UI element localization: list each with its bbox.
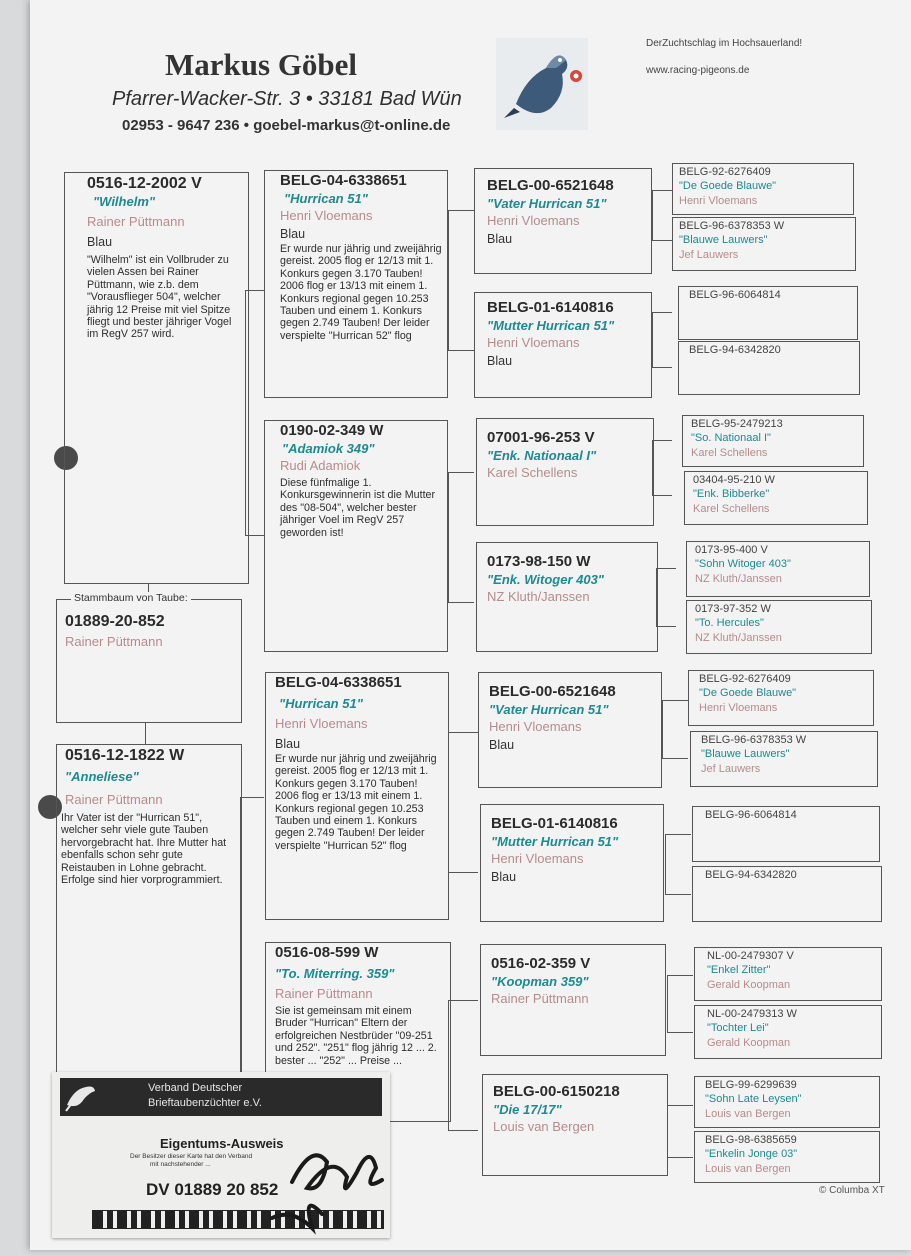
father-color: Blau xyxy=(87,235,113,249)
gggp-breeder: Jef Lauwers xyxy=(701,763,761,775)
subject-breeder: Rainer Püttmann xyxy=(65,634,163,649)
ggp-name: "Die 17/17" xyxy=(493,1102,562,1117)
gggp-ring: 0173-97-352 W xyxy=(695,603,771,615)
grandmother-paternal-card xyxy=(264,420,448,652)
grandparent-ring: BELG-04-6338651 xyxy=(275,674,402,691)
copyright-note: © Columba XT xyxy=(819,1185,885,1196)
gggp-ring: BELG-98-6385659 xyxy=(705,1134,797,1146)
grandparent-description: Sie ist gemeinsam mit einem Bruder "Hurrican" Eltern der erfolgreichen Nestbrüder "09-251 und 252". "251" flog jährig 12 ... 2. bester ... "252" ... Preise ... xyxy=(275,1005,437,1067)
ggp-color: Blau xyxy=(487,232,513,246)
gggp-ring: NL-00-2479307 V xyxy=(707,950,794,962)
gggp-name: "Enk. Bibberke" xyxy=(693,488,770,500)
card-org-line2: Brieftaubenzüchter e.V. xyxy=(148,1097,262,1109)
ggp-breeder: Louis van Bergen xyxy=(493,1119,595,1134)
card-fineprint-1: Der Besitzer dieser Karte hat den Verband xyxy=(130,1153,253,1160)
ggp-name: "Vater Hurrican 51" xyxy=(487,196,607,211)
gggp-ring: BELG-92-6276409 xyxy=(699,673,791,685)
gggp-breeder: Karel Schellens xyxy=(693,503,770,515)
gggp-ring: BELG-96-6378353 W xyxy=(679,220,785,232)
gg-grandparent-card xyxy=(678,286,858,340)
breeder-address: Pfarrer-Wacker-Str. 3 • 33181 Bad Wün xyxy=(112,88,462,110)
gggp-name: "So. Nationaal I" xyxy=(691,432,771,444)
father-card xyxy=(64,172,249,584)
gg-grandparent-card xyxy=(682,415,864,467)
great-grandparent-card xyxy=(480,944,666,1056)
great-grandparent-card xyxy=(476,418,654,526)
great-grandparent-card xyxy=(476,542,658,652)
gggp-breeder: Henri Vloemans xyxy=(679,195,758,207)
breeder-name: Markus Göbel xyxy=(165,47,358,82)
ggp-ring: BELG-00-6150218 xyxy=(493,1083,620,1100)
ggp-breeder: Karel Schellens xyxy=(487,465,578,480)
grandparent-description: Diese fünfmalige 1. Konkursgewinnerin ist die Mutter des "08-504", welcher bester jähriger Voel im RegV 257 geworden ist! xyxy=(280,477,436,539)
pedigree-sheet xyxy=(30,0,911,1250)
subject-ring: 01889-20-852 xyxy=(65,613,165,630)
gggp-ring: BELG-96-6064814 xyxy=(689,289,781,301)
grandparent-ring: 0190-02-349 W xyxy=(280,422,384,439)
ggp-ring: 0173-98-150 W xyxy=(487,553,591,570)
gggp-name: "De Goede Blauwe" xyxy=(679,180,777,192)
ggp-ring: BELG-01-6140816 xyxy=(491,815,618,832)
gggp-breeder: Karel Schellens xyxy=(691,447,768,459)
ggp-color: Blau xyxy=(487,354,513,368)
ggp-name: "Mutter Hurrican 51" xyxy=(487,318,615,333)
gggp-breeder: NZ Kluth/Janssen xyxy=(695,573,782,585)
ggp-name: "Koopman 359" xyxy=(491,974,589,989)
gggp-name: "Sohn Witoger 403" xyxy=(695,558,791,570)
ggp-color: Blau xyxy=(489,738,515,752)
ggp-ring: BELG-00-6521648 xyxy=(487,177,614,194)
grandparent-name: "Hurrican 51" xyxy=(279,696,363,711)
grandparent-name: "To. Miterring. 359" xyxy=(275,966,395,981)
card-org-line1: Verband Deutscher xyxy=(148,1082,243,1094)
gggp-name: "Enkelin Jonge 03" xyxy=(705,1148,798,1160)
gggp-breeder: Gerald Koopman xyxy=(707,979,791,991)
gggp-breeder: NZ Kluth/Janssen xyxy=(695,632,782,644)
ggp-breeder: Henri Vloemans xyxy=(489,719,582,734)
father-breeder: Rainer Püttmann xyxy=(87,214,185,229)
mother-name: "Anneliese" xyxy=(65,769,139,784)
ggp-ring: 07001-96-253 V xyxy=(487,429,595,446)
ggp-breeder: Henri Vloemans xyxy=(487,213,580,228)
gg-grandparent-card xyxy=(694,1076,880,1128)
grandparent-breeder: Henri Vloemans xyxy=(280,208,373,223)
ggp-color: Blau xyxy=(491,870,517,884)
grandparent-description: Er wurde nur jährig und zweijährig gereist. 2005 flog er 12/13 mit 1. Konkurs gegen 3.170 Tauben! 2006 flog er 13/13 mit einem 1. Konkurs regional gegen 10.253 Tauben und einem 1. Konkurs gegen 2.749 Tauben! Der leider verspielte "Hurrican 52" flog xyxy=(275,753,437,852)
grandfather-paternal-card xyxy=(264,170,448,398)
grandparent-ring: BELG-04-6338651 xyxy=(280,172,407,189)
gggp-breeder: Henri Vloemans xyxy=(699,702,778,714)
ggp-name: "Vater Hurrican 51" xyxy=(489,702,609,717)
gggp-name: "Blauwe Lauwers" xyxy=(679,234,768,246)
gggp-ring: BELG-95-2479213 xyxy=(691,418,783,430)
grandparent-color: Blau xyxy=(280,227,306,241)
subject-label: Stammbaum von Taube: xyxy=(71,592,191,604)
gg-grandparent-card xyxy=(694,1005,882,1059)
gggp-ring: BELG-94-6342820 xyxy=(689,344,781,356)
mother-breeder: Rainer Püttmann xyxy=(65,792,163,807)
grandparent-breeder: Rainer Püttmann xyxy=(275,986,373,1001)
gg-grandparent-card xyxy=(686,541,870,597)
breeder-slogan: DerZuchtschlag im Hochsauerland! xyxy=(646,38,803,49)
gggp-breeder: Gerald Koopman xyxy=(707,1037,791,1049)
gg-grandparent-card xyxy=(678,341,860,395)
gg-grandparent-card xyxy=(690,731,878,787)
signature-scribble xyxy=(252,1122,402,1238)
mother-description: Ihr Vater ist der "Hurrican 51", welcher sehr viele gute Tauben hervorgebracht hat. Ihre Mutter hat ebenfalls schon sehr gute Reistauben in Lohne gebracht. Erfolge sind hier vorprogrammiert. xyxy=(61,812,227,887)
gggp-ring: 0173-95-400 V xyxy=(695,544,768,556)
gggp-name: "Blauwe Lauwers" xyxy=(701,748,790,760)
gggp-name: "Enkel Zitter" xyxy=(707,964,771,976)
gggp-ring: BELG-96-6378353 W xyxy=(701,734,807,746)
pigeon-icon xyxy=(64,1081,98,1113)
gg-grandparent-card xyxy=(694,1131,880,1183)
gggp-ring: BELG-94-6342820 xyxy=(705,869,797,881)
great-grandparent-card xyxy=(474,292,652,398)
gggp-breeder: Louis van Bergen xyxy=(705,1163,791,1175)
mother-card xyxy=(56,744,242,1084)
card-dv-number: DV 01889 20 852 xyxy=(146,1180,279,1199)
ggp-name: "Enk. Witoger 403" xyxy=(487,572,604,587)
father-name: "Wilhelm" xyxy=(93,194,156,209)
gg-grandparent-card xyxy=(684,471,868,525)
card-title: Eigentums-Ausweis xyxy=(160,1136,284,1151)
gg-grandparent-card xyxy=(694,947,882,1001)
gggp-name: "Sohn Late Leysen" xyxy=(705,1093,802,1105)
ggp-breeder: NZ Kluth/Janssen xyxy=(487,589,590,604)
great-grandparent-card xyxy=(474,168,652,274)
grandparent-ring: 0516-08-599 W xyxy=(275,944,379,961)
grandparent-color: Blau xyxy=(275,737,301,751)
gggp-ring: BELG-99-6299639 xyxy=(705,1079,797,1091)
gggp-ring: BELG-92-6276409 xyxy=(679,166,771,178)
ownership-card xyxy=(52,1072,390,1238)
father-description: "Wilhelm" ist ein Vollbruder zu vielen Assen bei Rainer Püttmann, wie z.b. dem "Vorausflieger 504", welcher jährig 12 Preise mit viel Spitze fliegt und bester jähriger Vogel im RegV 257 wird. xyxy=(87,254,232,341)
gggp-ring: NL-00-2479313 W xyxy=(707,1008,797,1020)
ggp-breeder: Rainer Püttmann xyxy=(491,991,589,1006)
gg-grandparent-card xyxy=(672,163,854,215)
pigeon-icon xyxy=(496,38,588,130)
ggp-name: "Mutter Hurrican 51" xyxy=(491,834,619,849)
grandparent-description: Er wurde nur jährig und zweijährig gereist. 2005 flog er 12/13 mit 1. Konkurs gegen 3.170 Tauben! 2006 flog er 13/13 mit einem 1. Konkurs regional gegen 10.253 Tauben und einem 1. Konkurs gegen 2.749 Tauben! Der leider verspielte "Hurrican 52" flog xyxy=(280,243,442,342)
grandparent-name: "Adamiok 349" xyxy=(282,441,375,456)
breeder-contact: 02953 - 9647 236 • goebel-markus@t-online.de xyxy=(122,117,451,134)
gg-grandparent-card xyxy=(692,806,880,862)
gg-grandparent-card xyxy=(672,217,856,271)
gggp-breeder: Jef Lauwers xyxy=(679,249,739,261)
gg-grandparent-card xyxy=(688,670,874,726)
father-ring: 0516-12-2002 V xyxy=(87,175,202,192)
grandparent-breeder: Rudi Adamiok xyxy=(280,458,361,473)
breeder-website-link[interactable]: www.racing-pigeons.de xyxy=(646,65,750,76)
gggp-breeder: Louis van Bergen xyxy=(705,1108,791,1120)
card-fineprint-2: mit nachstehender ... xyxy=(150,1161,211,1168)
ggp-ring: BELG-01-6140816 xyxy=(487,299,614,316)
grandparent-breeder: Henri Vloemans xyxy=(275,716,368,731)
ggp-ring: 0516-02-359 V xyxy=(491,955,591,972)
gggp-name: "To. Hercules" xyxy=(695,617,764,629)
great-grandparent-card xyxy=(478,672,662,788)
gggp-ring: BELG-96-6064814 xyxy=(705,809,797,821)
grandparent-name: "Hurrican 51" xyxy=(284,191,368,206)
grandfather-maternal-card xyxy=(265,672,449,920)
ggp-breeder: Henri Vloemans xyxy=(487,335,580,350)
ggp-name: "Enk. Nationaal I" xyxy=(487,448,597,463)
great-grandparent-card xyxy=(480,804,664,922)
great-grandparent-card xyxy=(482,1074,668,1176)
mother-ring: 0516-12-1822 W xyxy=(65,747,185,764)
gggp-name: "De Goede Blauwe" xyxy=(699,687,797,699)
gg-grandparent-card xyxy=(692,866,882,922)
card-header xyxy=(60,1078,382,1116)
ggp-ring: BELG-00-6521648 xyxy=(489,683,616,700)
gg-grandparent-card xyxy=(686,600,872,654)
gggp-ring: 03404-95-210 W xyxy=(693,474,775,486)
ggp-breeder: Henri Vloemans xyxy=(491,851,584,866)
gggp-name: "Tochter Lei" xyxy=(707,1022,769,1034)
subject-card xyxy=(56,592,242,723)
